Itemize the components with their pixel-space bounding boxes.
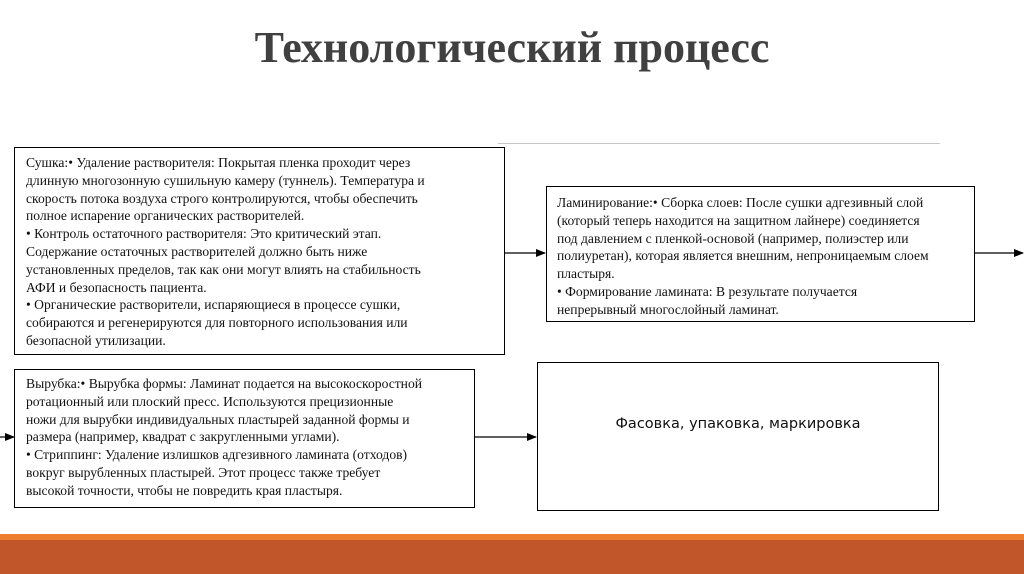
cutting-line: высокой точности, чтобы не повредить края пластыря. bbox=[26, 482, 343, 498]
cutting-line: ротационный или плоский пресс. Используются прецизионные bbox=[26, 393, 394, 409]
lamination-line: под давлением с пленкой-основой (например, полиэстер или bbox=[557, 230, 909, 246]
cutting-line: размера (например, квадрат с закругленными углами). bbox=[26, 429, 340, 445]
lamination-line: полиуретан), которая является внешним, непроницаемым слоем bbox=[557, 248, 929, 264]
cutting-line: Вырубка:• Вырубка формы: Ламинат подается на высокоскоростной bbox=[26, 376, 423, 391]
cutting-line: ножи для вырубки индивидуальных пластырей заданной формы и bbox=[26, 411, 410, 427]
drying-line: Содержание остаточных растворителей должно быть ниже bbox=[26, 243, 368, 259]
drying-line: собираются и регенерируются для повторного использования или bbox=[26, 315, 408, 331]
drying-line: скорость потока воздуха строго контролируются, чтобы обеспечить bbox=[26, 190, 418, 206]
cutting-line: • Стриппинг: Удаление излишков адгезивного ламината (отходов) bbox=[26, 447, 408, 463]
drying-line: Сушка:• Удаление растворителя: Покрытая пленка проходит через bbox=[26, 155, 411, 170]
drying-line: • Органические растворители, испаряющиеся в процессе сушки, bbox=[26, 297, 401, 313]
cutting-line: вокруг вырубленных пластырей. Этот процесс также требует bbox=[26, 464, 381, 480]
drying-line: безопасной утилизации. bbox=[26, 332, 166, 348]
lamination-line: непрерывный многослойный ламинат. bbox=[557, 301, 779, 317]
page-title: Технологический процесс bbox=[254, 23, 770, 72]
lamination-line: пластыря. bbox=[557, 266, 615, 282]
packaging-label: Фасовка, упаковка, маркировка bbox=[615, 415, 861, 432]
drying-line: длинную многозонную сушильную камеру (туннель). Температура и bbox=[26, 172, 425, 188]
drying-line: АФИ и безопасность пациента. bbox=[26, 279, 207, 295]
drying-line: установленных пределов, так как они могут влиять на стабильность bbox=[26, 261, 421, 277]
footer-bar bbox=[0, 540, 1024, 574]
lamination-line: Ламинирование:• Сборка слоев: После сушки адгезивный слой bbox=[557, 195, 924, 210]
lamination-line: • Формирование ламината: В результате получается bbox=[557, 283, 858, 299]
drying-line: полное испарение органических растворителей. bbox=[26, 208, 305, 224]
lamination-line: (который теперь находится на защитном лайнере) соединяется bbox=[557, 212, 920, 228]
drying-line: • Контроль остаточного растворителя: Это критический этап. bbox=[26, 226, 382, 242]
